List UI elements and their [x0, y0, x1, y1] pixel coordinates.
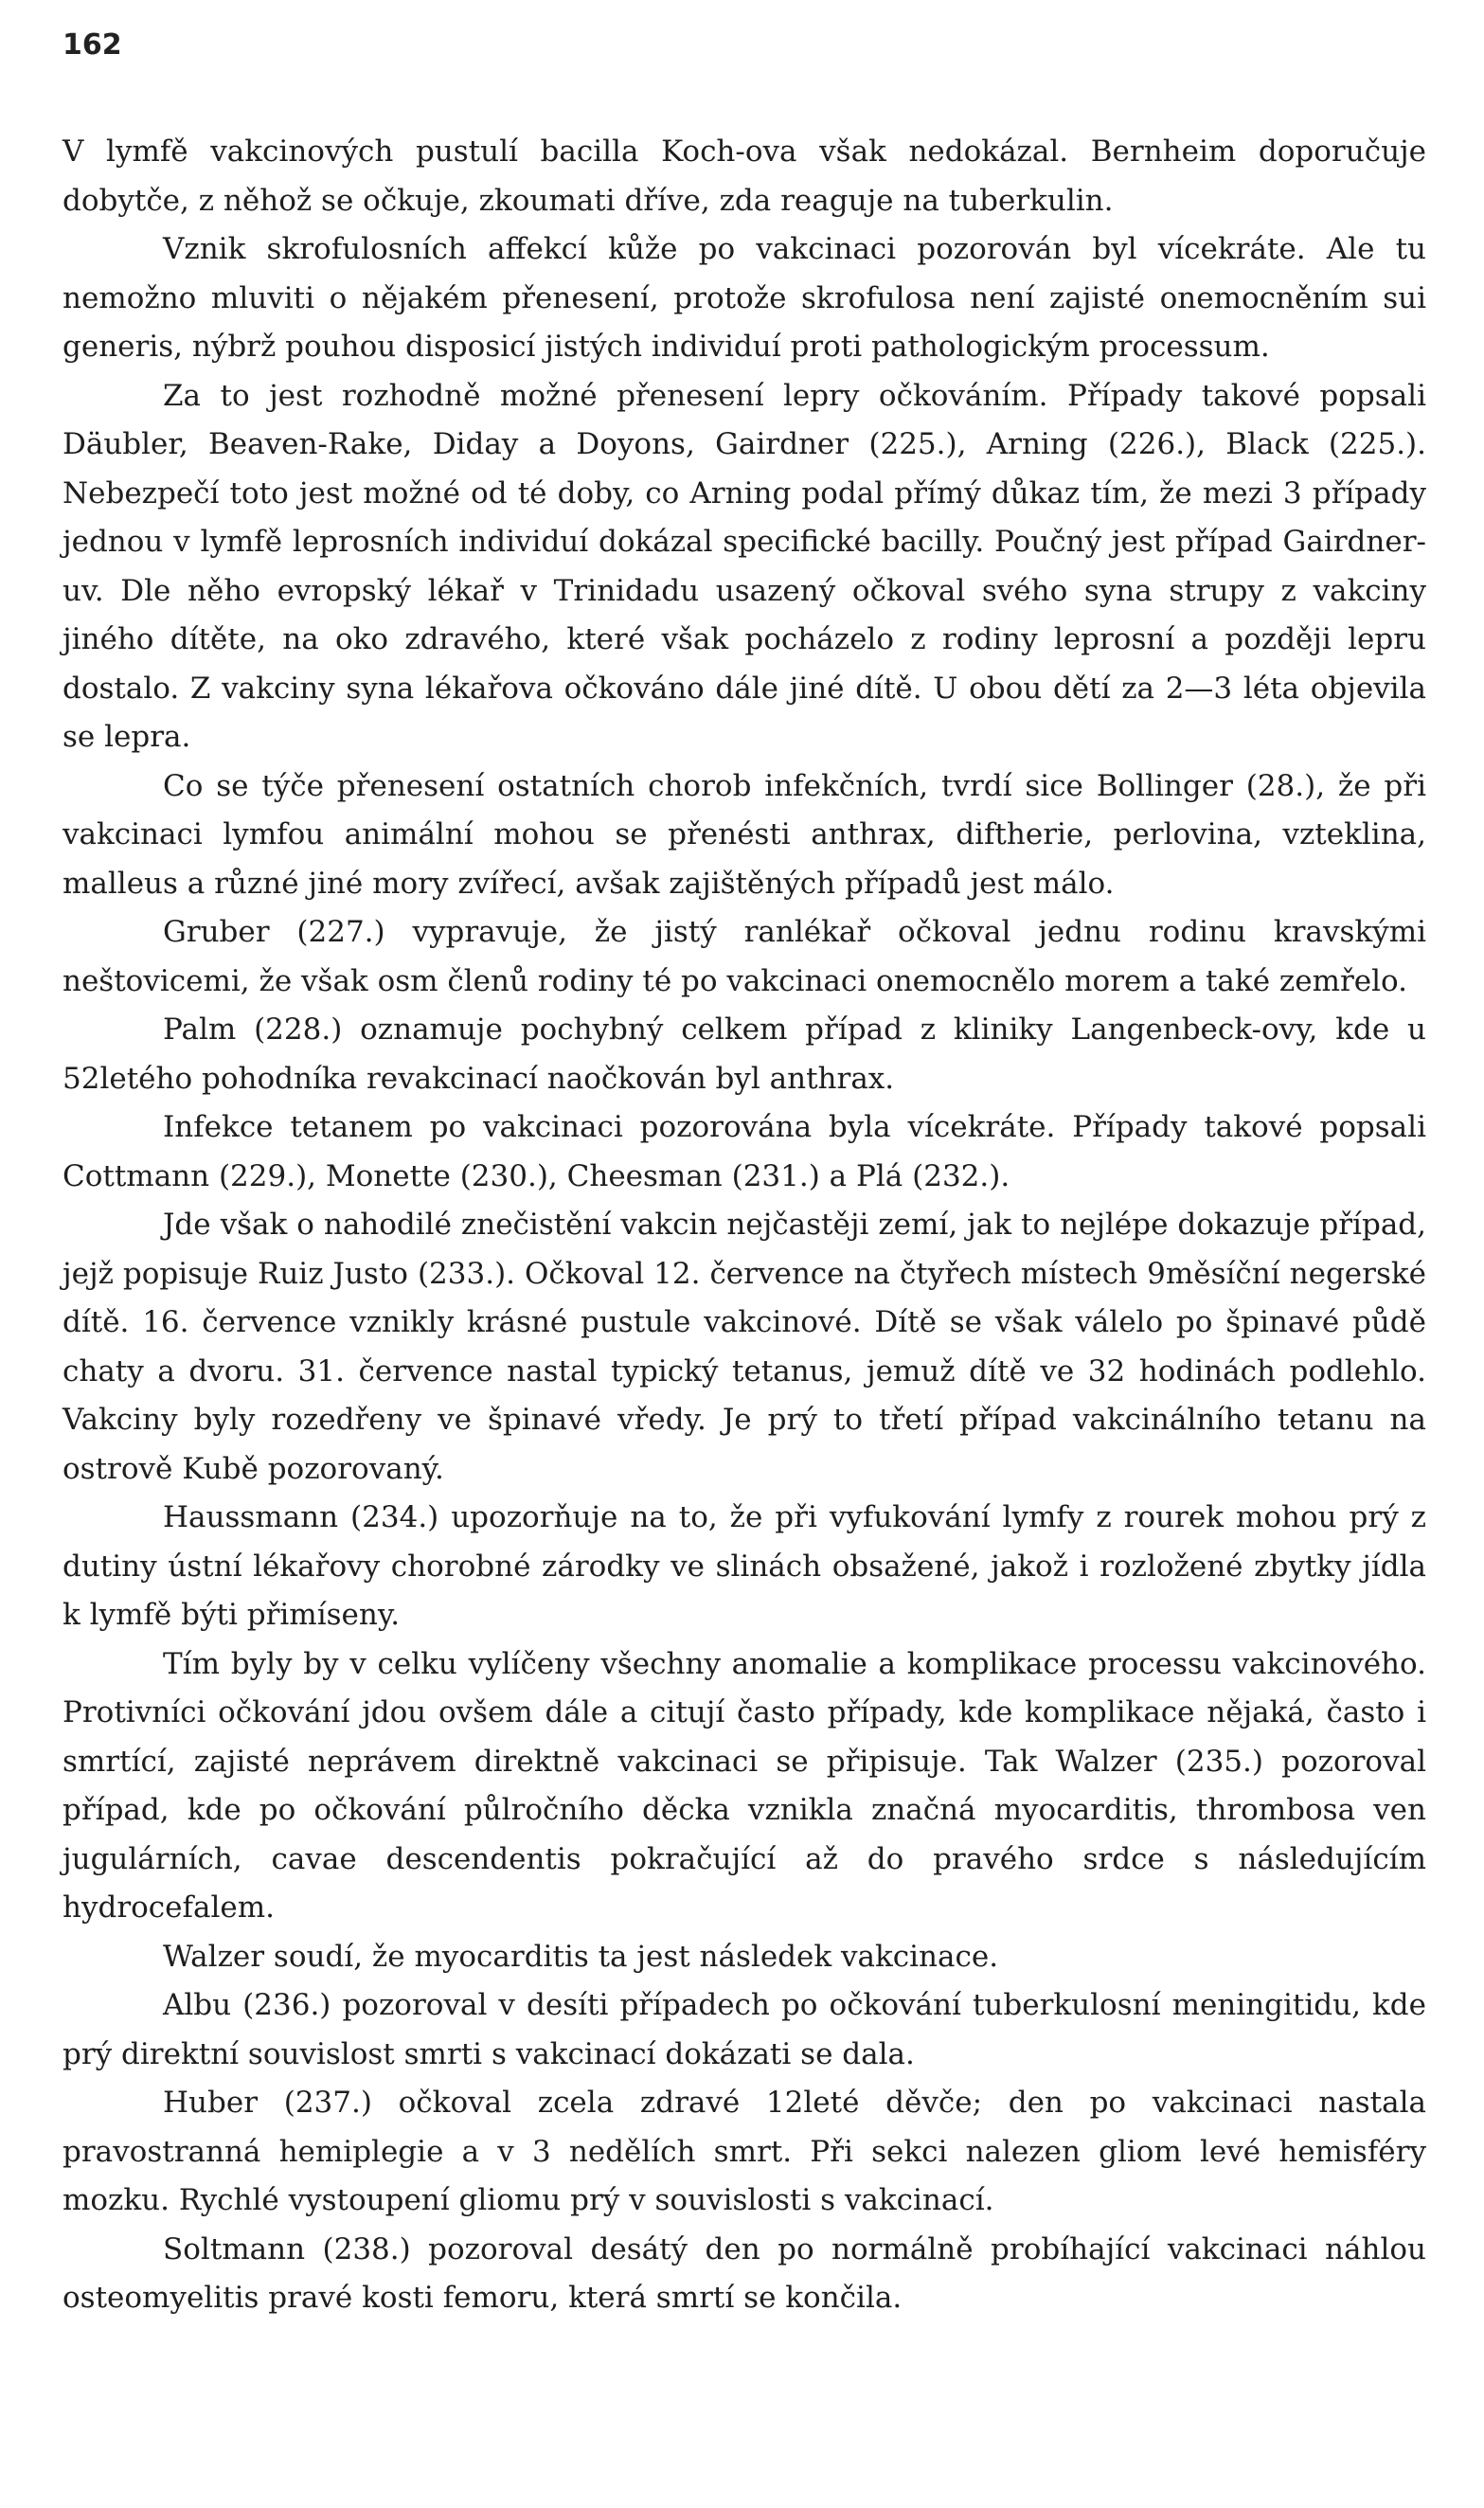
paragraph: Palm (228.) oznamuje pochybný celkem případ z kliniky Langenbeck-ovy, kde u 52letého pohodníka revakcinací naočkován byl anthrax.	[63, 1012, 1426, 1096]
paragraph: Vznik skrofulosních affekcí kůže po vakcinaci pozorován byl vícekráte. Ale tu nemožno mluviti o nějakém přenesení, protože skrofulosa není zajisté onemocněním sui generis, nýbrž pouhou disposicí jistých individuí proti pathologickým processum.	[63, 232, 1426, 364]
page-number: 162	[63, 28, 122, 62]
paragraph: V lymfě vakcinových pustulí bacilla Koch-ova však nedokázal. Bernheim doporučuje dobytče, z něhož se očkuje, zkoumati dříve, zda reaguje na tuberkulin.	[63, 134, 1426, 218]
paragraph: Jde však o nahodilé znečistění vakcin nejčastěji zemí, jak to nejlépe dokazuje případ, jejž popisuje Ruiz Justo (233.). Očkoval 12. července na čtyřech místech 9měsíční negerské dítě. 16. července vznikly krásné pustule vakcinové. Dítě se však válelo po špinavé půdě chaty a dvoru. 31. července nastal typický tetanus, jemuž dítě ve 32 hodinách podlehlo. Vakciny byly rozedřeny ve špinavé vředy. Je prý to třetí případ vakcinálního tetanu na ostrově Kubě pozorovaný.	[63, 1208, 1426, 1486]
paragraph: Albu (236.) pozoroval v desíti případech po očkování tuberkulosní meningitidu, kde prý direktní souvislost smrti s vakcinací dokázati se dala.	[63, 1988, 1426, 2071]
paragraph: Gruber (227.) vypravuje, že jistý ranlékař očkoval jednu rodinu kravskými neštovicemi, že však osm členů rodiny té po vakcinaci onemocnělo morem a také zemřelo.	[63, 915, 1426, 998]
paragraph: Za to jest rozhodně možné přenesení lepry očkováním. Případy takové popsali Däubler, Beaven-Rake, Diday a Doyons, Gairdner (225.), Arning (226.), Black (225.). Nebezpečí toto jest možné od té doby, co Arning podal přímý důkaz tím, že mezi 3 případy jednou v lymfě leprosních individuí dokázal specifické bacilly. Poučný jest případ Gairdner-uv. Dle něho evropský lékař v Trinidadu usazený očkoval svého syna strupy z vakciny jiného dítěte, na oko zdravého, které však pocházelo z rodiny leprosní a později lepru dostalo. Z vakciny syna lékařova očkováno dále jiné dítě. U obou dětí za 2—3 léta objevila se lepra.	[63, 378, 1426, 754]
paragraph: Co se týče přenesení ostatních chorob infekčních, tvrdí sice Bollinger (28.), že při vakcinaci lymfou animální mohou se přenésti anthrax, diftherie, perlovina, vzteklina, malleus a různé jiné mory zvířecí, avšak zajištěných případů jest málo.	[63, 768, 1426, 901]
paragraph: Tím byly by v celku vylíčeny všechny anomalie a komplikace processu vakcinového. Protivníci očkování jdou ovšem dále a citují často případy, kde komplikace nějaká, často i smrtící, zajisté neprávem direktně vakcinaci se připisuje. Tak Walzer (235.) pozoroval případ, kde po očkování půlročního děcka vznikla značná myocarditis, thrombosa ven jugulárních, cavae descendentis pokračující až do pravého srdce s následujícím hydrocefalem.	[63, 1646, 1426, 1925]
paragraph: Walzer soudí, že myocarditis ta jest následek vakcinace.	[163, 1939, 999, 1974]
body-text	[63, 128, 1426, 2323]
paragraph: Soltmann (238.) pozoroval desátý den po normálně probíhající vakcinaci náhlou osteomyelitis pravé kosti femoru, která smrtí se končila.	[63, 2231, 1426, 2315]
paragraph: Haussmann (234.) upozorňuje na to, že při vyfukování lymfy z rourek mohou prý z dutiny ústní lékařovy chorobné zárodky ve slinách obsažené, jakož i rozložené zbytky jídla k lymfě býti přimíseny.	[63, 1500, 1426, 1632]
paragraph: Huber (237.) očkoval zcela zdravé 12leté děvče; den po vakcinaci nastala pravostranná hemiplegie a v 3 nedělích smrt. Při sekci nalezen gliom levé hemisféry mozku. Rychlé vystoupení gliomu prý v souvislosti s vakcinací.	[63, 2086, 1426, 2217]
paragraph: Infekce tetanem po vakcinaci pozorována byla vícekráte. Případy takové popsali Cottmann (229.), Monette (230.), Cheesman (231.) a Plá (232.).	[63, 1110, 1426, 1193]
